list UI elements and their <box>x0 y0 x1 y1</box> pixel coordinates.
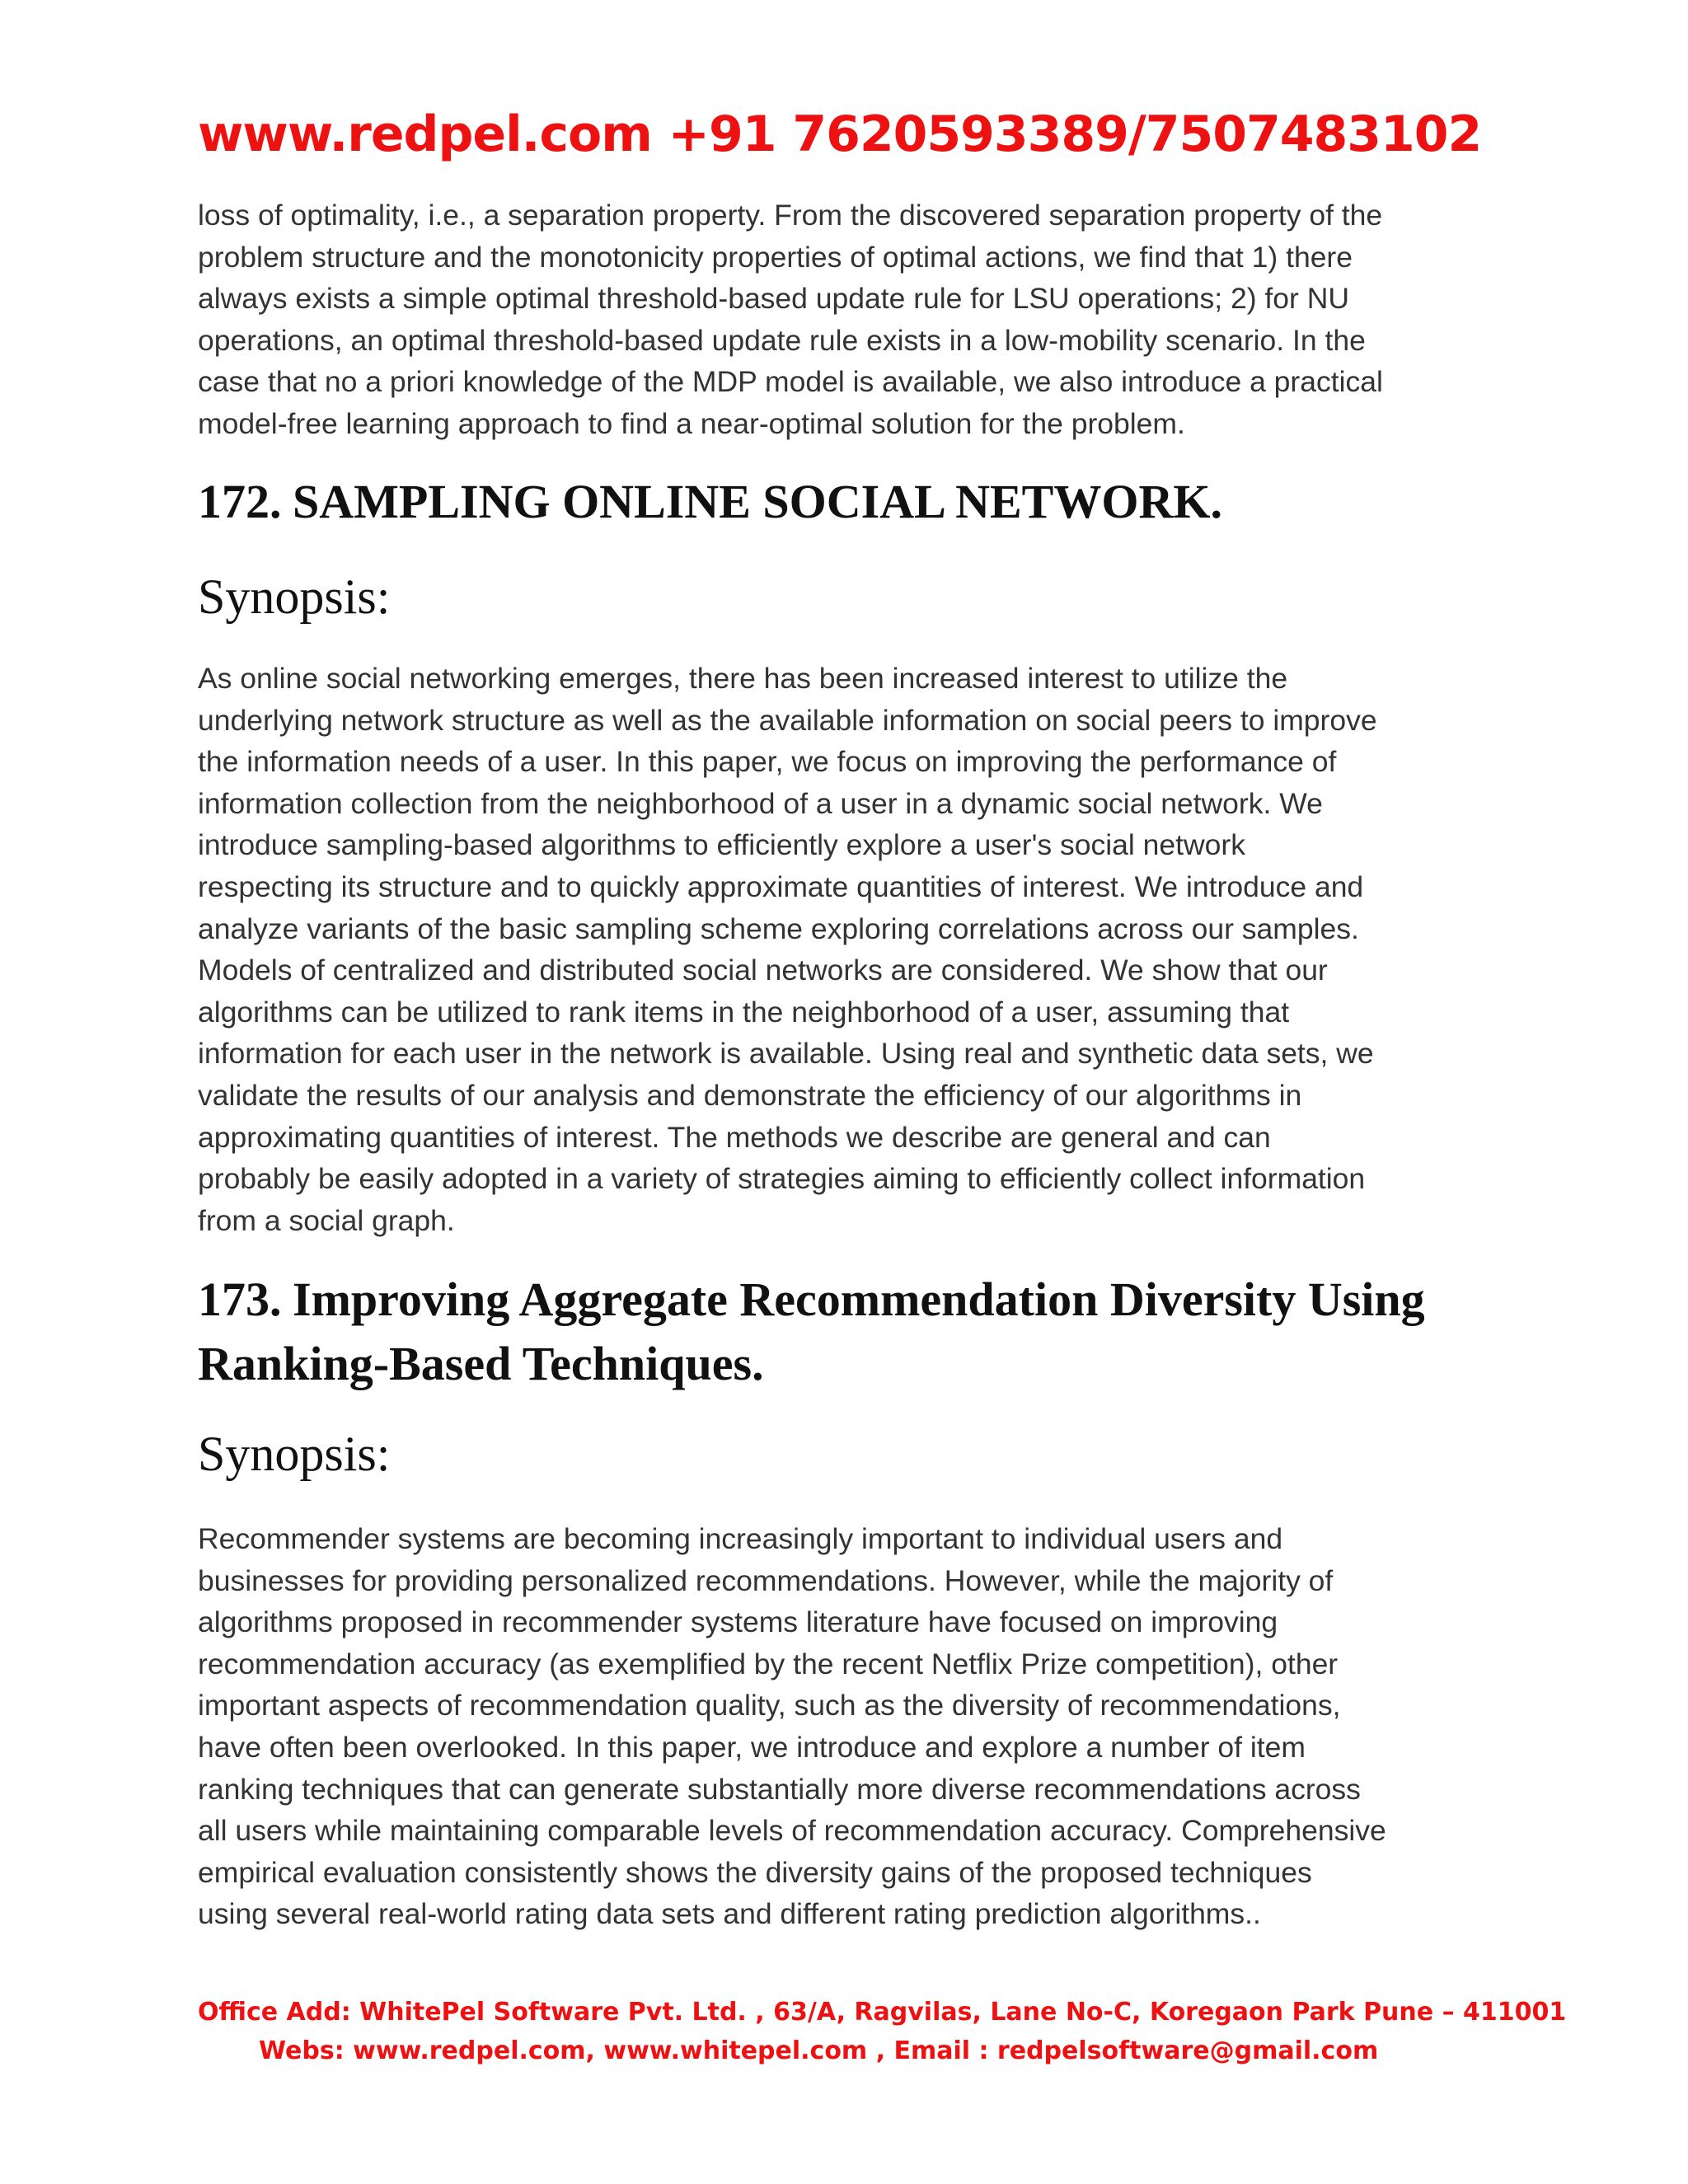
paragraph-line: analyze variants of the basic sampling scheme exploring correlations across our samples. <box>198 912 1359 945</box>
paragraph-line: businesses for providing personalized recommendations. However, while the majority of <box>198 1563 1334 1597</box>
section-title-line-2: Ranking-Based Techniques. <box>198 1337 764 1390</box>
section-title: Improving Aggregate Recommendation Diversity Using <box>293 1272 1425 1326</box>
paragraph-line: using several real-world rating data sets and different rating prediction algorithms.. <box>198 1897 1261 1931</box>
paragraph-line: As online social networking emerges, there has been increased interest to utilize the <box>198 662 1288 695</box>
intro-paragraph <box>198 194 1517 445</box>
paragraph-line: problem structure and the monotonicity properties of optimal actions, we find that 1) there <box>198 240 1353 274</box>
paragraph-line: introduce sampling-based algorithms to efficiently explore a user's social network <box>198 828 1245 862</box>
paragraph-line: important aspects of recommendation quality, such as the diversity of recommendations, <box>198 1689 1341 1722</box>
header-contact: www.redpel.com +91 7620593389/7507483102 <box>198 105 1482 163</box>
paragraph-line: loss of optimality, i.e., a separation property. From the discovered separation property of the <box>198 199 1383 232</box>
section-number: 172. <box>198 475 282 528</box>
section-number: 173. <box>198 1272 282 1326</box>
section-paragraph-173 <box>198 1518 1517 1935</box>
paragraph-line: information collection from the neighborhood of a user in a dynamic social network. We <box>198 786 1323 820</box>
paragraph-line: recommendation accuracy (as exemplified by the recent Netflix Prize competition), other <box>198 1647 1339 1680</box>
synopsis-label: Synopsis: <box>198 569 391 624</box>
section-paragraph-172 <box>198 658 1517 1241</box>
paragraph-line: probably be easily adopted in a variety of strategies aiming to efficiently collect information <box>198 1162 1366 1196</box>
paragraph-line: all users while maintaining comparable levels of recommendation accuracy. Comprehensive <box>198 1814 1386 1848</box>
paragraph-line: the information needs of a user. In this paper, we focus on improving the performance of <box>198 745 1337 779</box>
paragraph-line: information for each user in the network is available. Using real and synthetic data sets, we <box>198 1037 1374 1071</box>
paragraph-line: empirical evaluation consistently shows the diversity gains of the proposed techniques <box>198 1855 1312 1889</box>
paragraph-line: model-free learning approach to find a near-optimal solution for the problem. <box>198 406 1185 440</box>
paragraph-line: underlying network structure as well as the available information on social peers to improve <box>198 703 1377 737</box>
paragraph-line: operations, an optimal threshold-based update rule exists in a low-mobility scenario. In the <box>198 323 1366 357</box>
synopsis-label: Synopsis: <box>198 1427 391 1481</box>
paragraph-line: Models of centralized and distributed social networks are considered. We show that our <box>198 954 1328 987</box>
footer-address: Office Add: WhitePel Software Pvt. Ltd. , 63/A, Ragvilas, Lane No-C, Koregaon Park Pune – 411001 <box>198 1998 1567 2027</box>
paragraph-line: algorithms can be utilized to rank items in the neighborhood of a user, assuming that <box>198 995 1290 1029</box>
paragraph-line: algorithms proposed in recommender systems literature have focused on improving <box>198 1605 1278 1639</box>
footer-webs: Webs: www.redpel.com, www.whitepel.com , Email : redpelsoftware@gmail.com <box>259 2036 1379 2065</box>
paragraph-line: have often been overlooked. In this paper, we introduce and explore a number of item <box>198 1730 1306 1764</box>
paragraph-line: Recommender systems are becoming increasingly important to individual users and <box>198 1522 1283 1555</box>
section-title: SAMPLING ONLINE SOCIAL NETWORK. <box>293 475 1222 528</box>
paragraph-line: ranking techniques that can generate substantially more diverse recommendations across <box>198 1772 1361 1806</box>
paragraph-line: approximating quantities of interest. The methods we describe are general and can <box>198 1120 1271 1154</box>
paragraph-line: always exists a simple optimal threshold-based update rule for LSU operations; 2) for NU <box>198 282 1349 316</box>
paragraph-line: from a social graph. <box>198 1203 455 1237</box>
section-heading-173 <box>198 1268 1425 1396</box>
paragraph-line: respecting its structure and to quickly approximate quantities of interest. We introduce and <box>198 869 1364 903</box>
section-heading-172 <box>198 470 1222 534</box>
paragraph-line: case that no a priori knowledge of the MDP model is available, we also introduce a practical <box>198 365 1383 399</box>
paragraph-line: validate the results of our analysis and demonstrate the efficiency of our algorithms in <box>198 1078 1302 1112</box>
